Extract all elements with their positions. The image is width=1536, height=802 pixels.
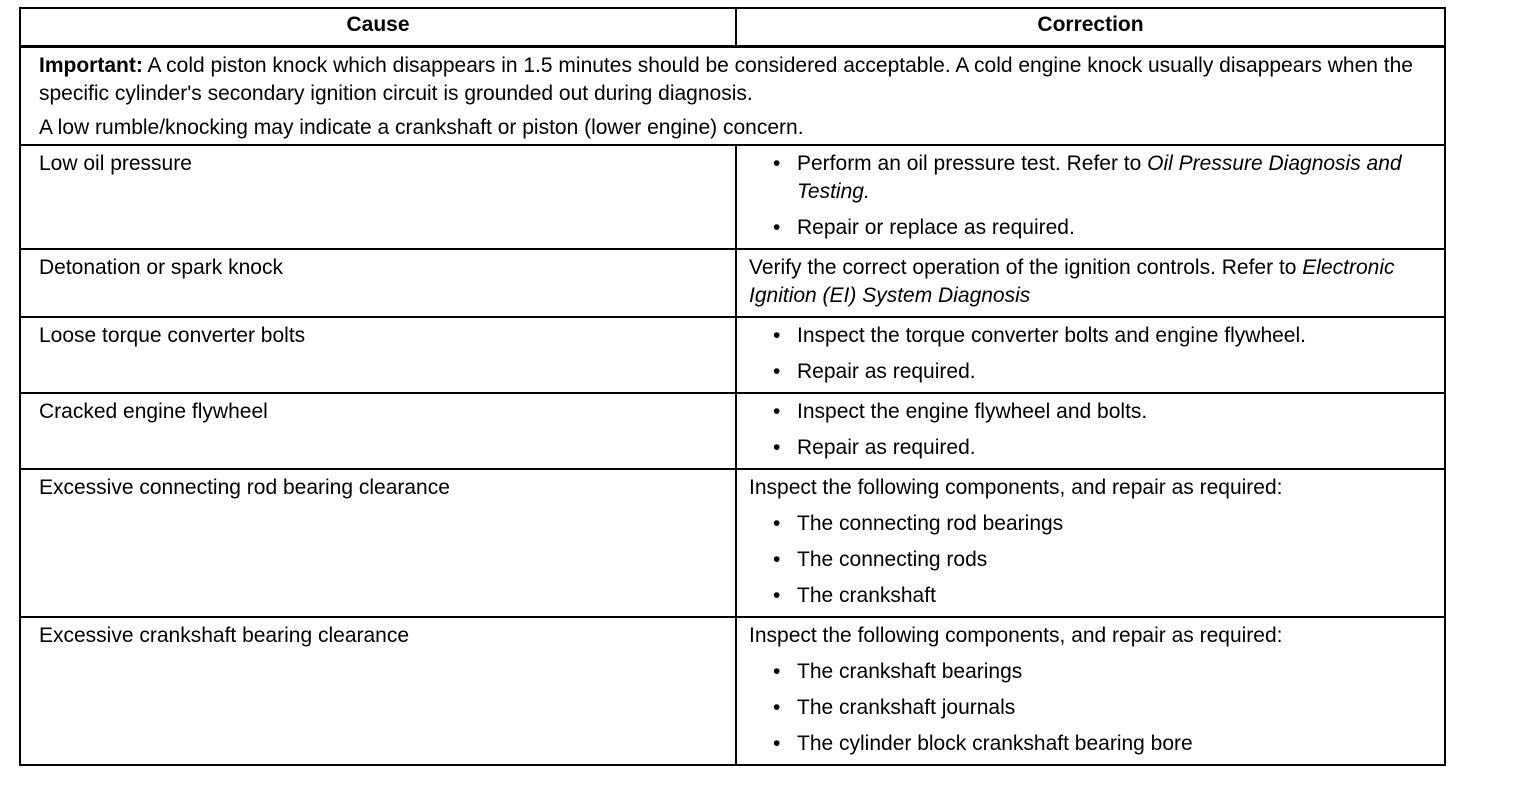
item-text: The crankshaft journals [797, 696, 1016, 719]
bullet-icon: • [773, 660, 781, 683]
item-text: Inspect the engine flywheel and bolts. [797, 400, 1148, 423]
table-row [20, 469, 1445, 617]
table-row [20, 249, 1445, 317]
cause-cell: Detonation or spark knock [20, 249, 736, 317]
item-text: Repair as required. [797, 436, 976, 459]
diagnosis-table [19, 7, 1446, 766]
table-row [20, 617, 1445, 765]
bullet-icon: • [773, 360, 781, 383]
correction-cell [736, 145, 1445, 249]
list-item [773, 510, 1432, 538]
correction-cell [736, 393, 1445, 469]
header-correction: Correction [736, 8, 1445, 47]
list-item [773, 398, 1432, 426]
bullet-icon: • [773, 732, 781, 755]
list-item [773, 694, 1432, 722]
cause-cell: Low oil pressure [20, 145, 736, 249]
table-row [20, 317, 1445, 393]
item-text: The cylinder block crankshaft bearing bore [797, 732, 1193, 755]
bullet-list [749, 510, 1432, 610]
list-item [773, 582, 1432, 610]
list-item [773, 434, 1432, 462]
correction-intro: Inspect the following components, and repair as required: [749, 476, 1283, 499]
cause-cell: Excessive crankshaft bearing clearance [20, 617, 736, 765]
reference-link-text: Oil Pressure Diagnosis and Testing. [797, 152, 1402, 203]
cause-cell: Cracked engine flywheel [20, 393, 736, 469]
correction-intro: Inspect the following components, and repair as required: [749, 624, 1283, 647]
correction-cell [736, 469, 1445, 617]
item-text: Inspect the torque converter bolts and engine flywheel. [797, 324, 1306, 347]
item-text: Repair as required. [797, 360, 976, 383]
note-label: Important: [39, 54, 143, 77]
bullet-icon: • [773, 584, 781, 607]
correction-cell [736, 317, 1445, 393]
note-paragraph [39, 52, 1426, 108]
header-row [20, 8, 1445, 47]
bullet-icon: • [773, 512, 781, 535]
item-text: The connecting rod bearings [797, 512, 1064, 535]
bullet-icon: • [773, 152, 781, 175]
correction-cell [736, 249, 1445, 317]
reference-link-text: Electronic Ignition (EI) System Diagnosis [749, 256, 1395, 307]
list-item [773, 150, 1432, 206]
correction-text: Verify the correct operation of the ignition controls. Refer to [749, 256, 1303, 279]
header-cause: Cause [20, 8, 736, 47]
bullet-icon: • [773, 696, 781, 719]
note-paragraph-2: A low rumble/knocking may indicate a crankshaft or piston (lower engine) concern. [39, 116, 804, 139]
item-text: The connecting rods [797, 548, 988, 571]
cause-cell: Loose torque converter bolts [20, 317, 736, 393]
item-text: Repair or replace as required. [797, 216, 1075, 239]
table-row [20, 145, 1445, 249]
bullet-icon: • [773, 216, 781, 239]
list-item [773, 322, 1432, 350]
list-item [773, 214, 1432, 242]
list-item [773, 546, 1432, 574]
bullet-icon: • [773, 436, 781, 459]
list-item [773, 730, 1432, 758]
bullet-icon: • [773, 400, 781, 423]
table-row [20, 393, 1445, 469]
note-text: A cold piston knock which disappears in 1.5 minutes should be considered acceptable. A cold engine knock usually disappears when the specific cylinder's secondary ignition circuit is grounded out during diagnosis. [39, 54, 1413, 105]
item-text: The crankshaft [797, 584, 936, 607]
bullet-list [749, 398, 1432, 462]
important-note [20, 47, 1445, 146]
item-text: The crankshaft bearings [797, 660, 1023, 683]
bullet-list [749, 322, 1432, 386]
bullet-list [749, 658, 1432, 758]
bullet-icon: • [773, 548, 781, 571]
note-row [20, 47, 1445, 146]
item-text: Perform an oil pressure test. Refer to [797, 152, 1148, 175]
cause-cell: Excessive connecting rod bearing clearance [20, 469, 736, 617]
bullet-list [749, 150, 1432, 242]
correction-cell [736, 617, 1445, 765]
list-item [773, 358, 1432, 386]
bullet-icon: • [773, 324, 781, 347]
list-item [773, 658, 1432, 686]
